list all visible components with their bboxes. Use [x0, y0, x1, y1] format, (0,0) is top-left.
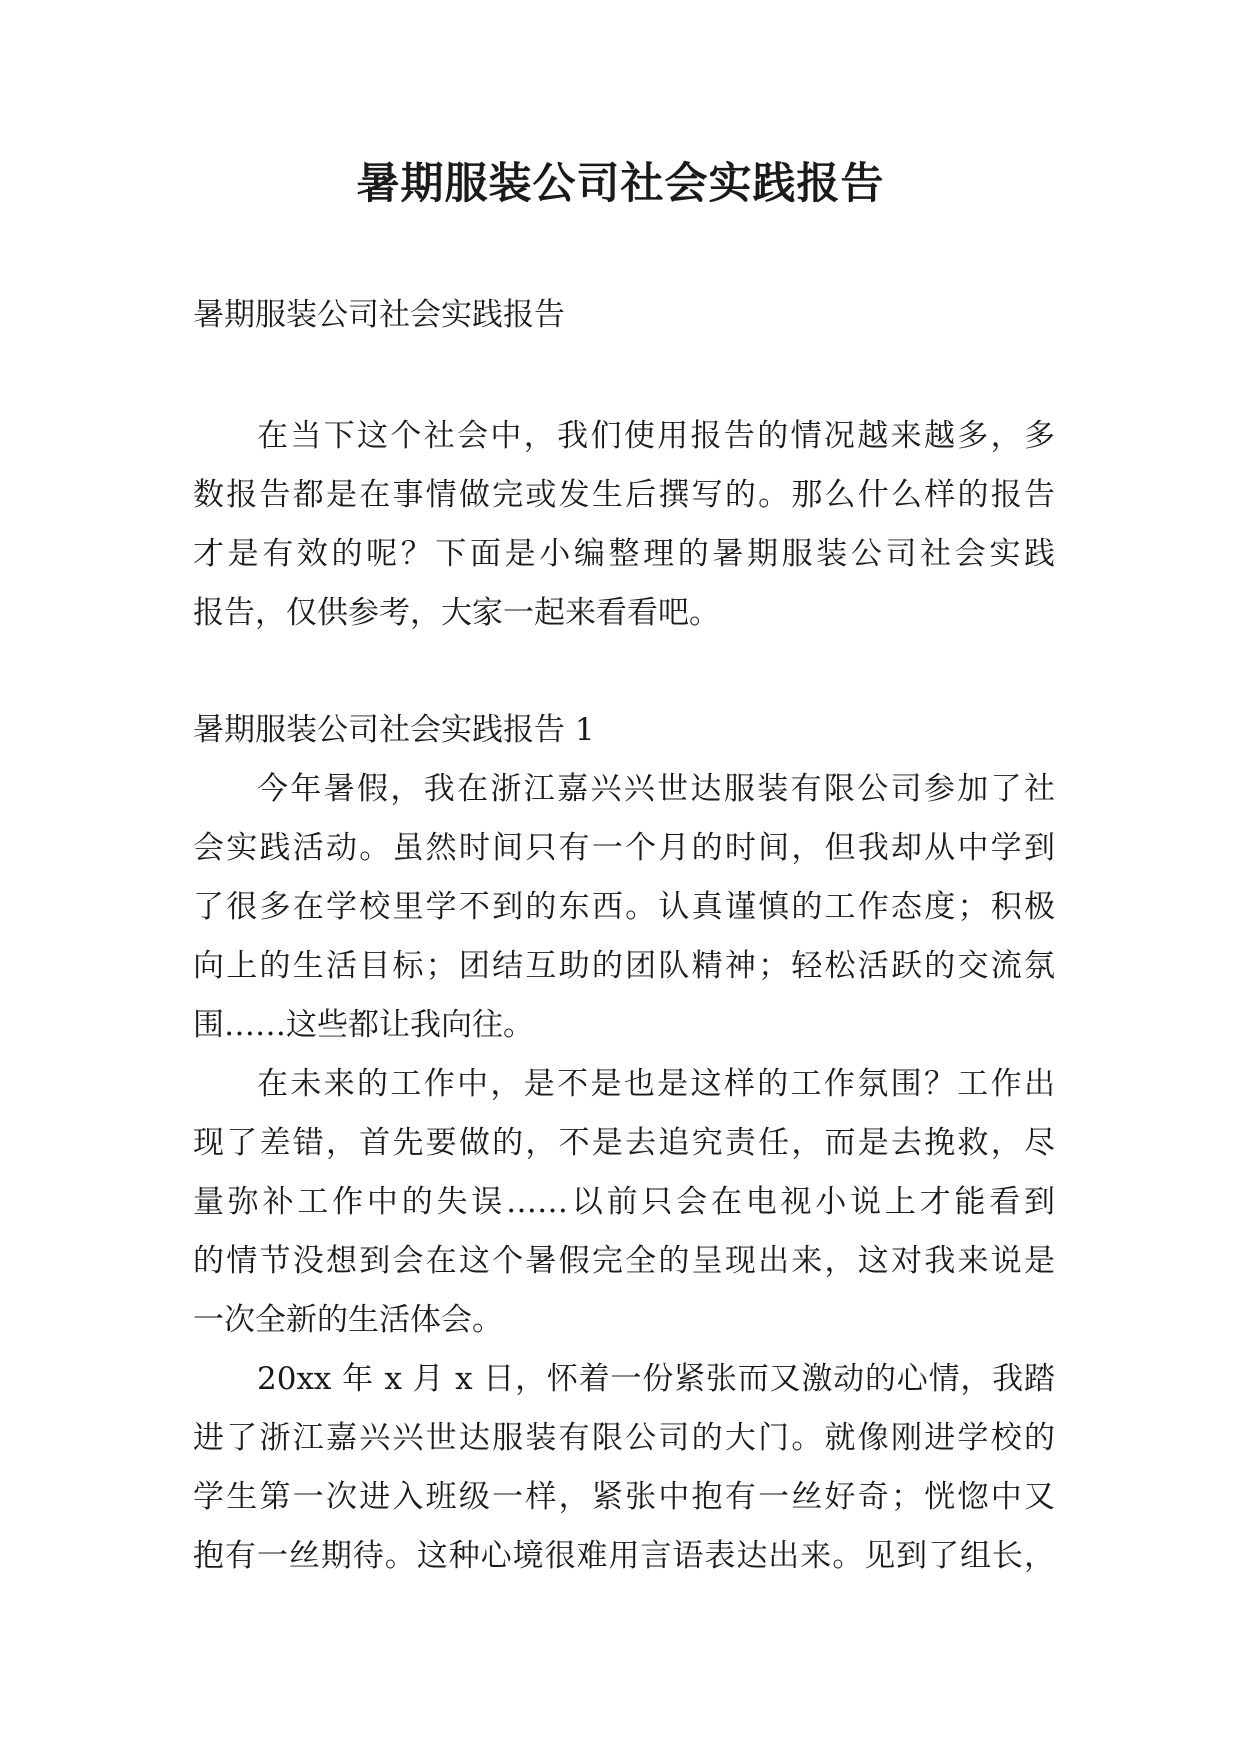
document-body — [193, 286, 1055, 1586]
section-heading: 暑期服装公司社会实践报告 1 — [193, 712, 595, 748]
paragraph-line: 量弥补工作中的失误……以前只会在电视小说上才能看到 — [193, 1184, 1055, 1220]
paragraph-2 — [193, 1055, 1055, 1350]
paragraph-line: 报告，仅供参考，大家一起来看看吧。 — [193, 595, 720, 631]
paragraph-line: 学生第一次进入班级一样，紧张中抱有一丝好奇；恍惚中又 — [193, 1479, 1055, 1515]
intro-paragraph — [193, 407, 1055, 643]
paragraph-line: 今年暑假，我在浙江嘉兴兴世达服装有限公司参加了社 — [257, 771, 1055, 807]
paragraph-line: 围……这些都让我向往。 — [193, 1007, 534, 1043]
paragraph-line: 才是有效的呢？下面是小编整理的暑期服装公司社会实践 — [193, 536, 1055, 572]
paragraph-3 — [193, 1350, 1055, 1586]
paragraph-line: 20xx 年 x 月 x 日，怀着一份紧张而又激动的心情，我踏 — [257, 1361, 1055, 1397]
paragraph-line: 向上的生活目标；团结互助的团队精神；轻松活跃的交流氛 — [193, 948, 1055, 984]
paragraph-line: 了很多在学校里学不到的东西。认真谨慎的工作态度；积极 — [193, 889, 1055, 925]
paragraph-line: 现了差错，首先要做的，不是去追究责任，而是去挽救，尽 — [193, 1125, 1055, 1161]
paragraph-1 — [193, 760, 1055, 1055]
paragraph-line: 数报告都是在事情做完或发生后撰写的。那么什么样的报告 — [193, 477, 1055, 513]
paragraph-line: 在当下这个社会中，我们使用报告的情况越来越多，多 — [257, 418, 1055, 454]
paragraph-line: 进了浙江嘉兴兴世达服装有限公司的大门。就像刚进学校的 — [193, 1420, 1055, 1456]
paragraph-line: 会实践活动。虽然时间只有一个月的时间，但我却从中学到 — [193, 830, 1055, 866]
paragraph-line: 的情节没想到会在这个暑假完全的呈现出来，这对我来说是 — [193, 1243, 1055, 1279]
document-title: 暑期服装公司社会实践报告 — [356, 159, 885, 209]
paragraph-line: 一次全新的生活体会。 — [193, 1302, 503, 1338]
paragraph-line: 抱有一丝期待。这种心境很难用言语表达出来。见到了组长， — [193, 1538, 1055, 1574]
paragraph-line: 在未来的工作中，是不是也是这样的工作氛围？工作出 — [257, 1066, 1055, 1102]
document-subtitle: 暑期服装公司社会实践报告 — [193, 297, 565, 333]
